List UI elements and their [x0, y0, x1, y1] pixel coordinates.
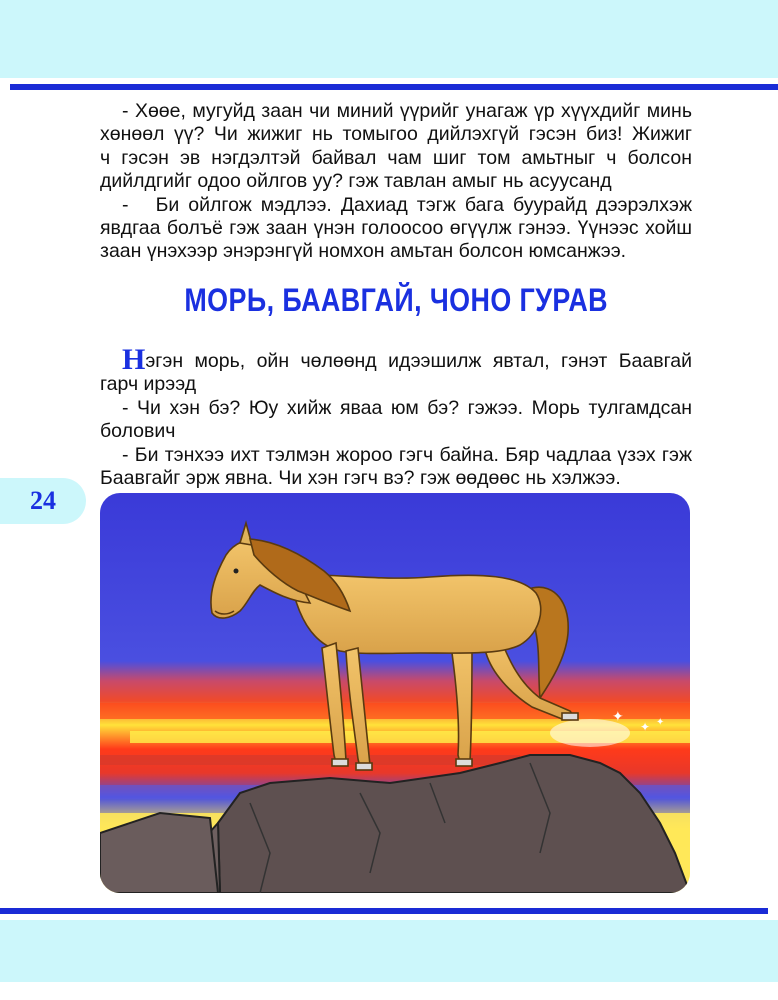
horse-illustration — [100, 493, 690, 893]
svg-text:✦: ✦ — [612, 709, 624, 725]
top-rule — [10, 84, 778, 90]
story-ending-text — [100, 100, 692, 264]
top-band — [0, 0, 778, 78]
text-line: дийлдгийг одоо ойлгов уу? гэж тавлан амыг нь асуусанд — [100, 170, 612, 193]
text-line: гарч ирээд — [100, 373, 197, 396]
bottom-band — [0, 920, 778, 982]
bottom-rule — [0, 908, 768, 914]
text-line: - Би ойлгож мэдлээ. Дахиад тэгж бага буурайд дээрэлхэж — [122, 193, 692, 216]
text-line: Нэгэн морь, ойн чөлөөнд идээшилж явтал, гэнэт Баавгай — [122, 343, 692, 376]
story-text — [100, 343, 692, 490]
svg-text:✦: ✦ — [656, 717, 665, 728]
page-number: 24 — [30, 486, 56, 515]
text-line: явдгаа болъё гэж заан үнэн голоосоо өгүүлж гэнээ. Үүнээс хойш — [100, 217, 692, 240]
story-title: МОРЬ, БААВГАЙ, ЧОНО ГУРАВ — [184, 282, 608, 318]
text-line: - Хөөе, мугуйд заан чи миний үүрийг унагаж үр хүүхдийг минь — [122, 100, 692, 122]
text-line: хөнөөл үү? Чи жижиг нь томыгоо дийлэхгүй гэсэн биз! Жижиг — [100, 123, 692, 146]
text-line: ч гэсэн эв нэгдэлтэй байвал чам шиг том амьтныг ч болсон — [100, 146, 692, 169]
svg-text:✦: ✦ — [640, 720, 651, 734]
text-line: заан үнэхээр энэрэнгүй номхон амьтан болсон юмсанжээ. — [100, 240, 627, 263]
page-number-tab — [0, 478, 86, 524]
text-line: Баавгайг эрж явна. Чи хэн гэгч вэ? гэж өөдөөс нь хэлжээ. — [100, 467, 621, 490]
text-line: - Чи хэн бэ? Юу хийж яваа юм бэ? гэжээ. Морь тулгамдсан — [122, 396, 692, 419]
text-line: - Би тэнхээ ихт тэлмэн жороо гэгч байна. Бяр чадлаа үзэх гэж — [122, 443, 692, 466]
drop-cap: Н — [122, 343, 146, 376]
text-line: болович — [100, 420, 176, 443]
